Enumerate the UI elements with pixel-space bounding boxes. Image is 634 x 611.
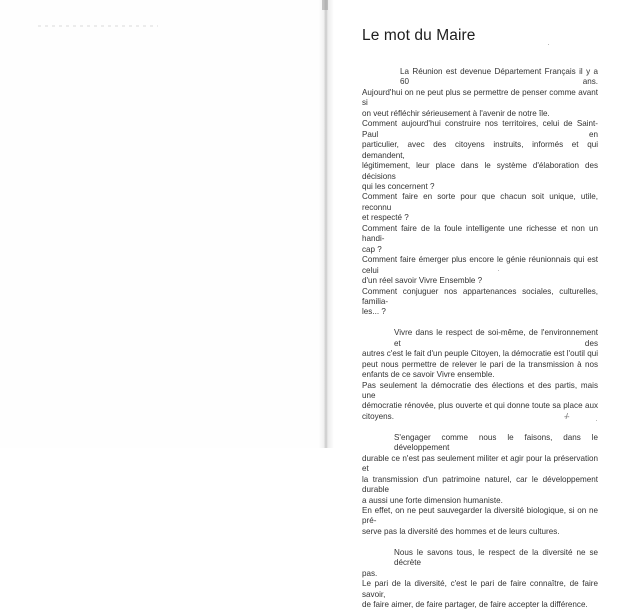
text-line: particulier, avec des citoyens instruits, informés et qui demandent, [362, 140, 598, 160]
text-line: Comment faire en sorte pour que chacun soit unique, utile, reconnu [362, 192, 598, 212]
spine-shadow [322, 0, 328, 10]
paragraph-3 [362, 433, 598, 538]
text-line: a aussi une forte dimension humaniste. [362, 495, 503, 505]
page-title: Le mot du Maire [362, 27, 476, 44]
article-body [362, 67, 598, 611]
text-line: les... ? [362, 307, 386, 317]
text-line: Comment faire émerger plus encore le génie réunionnais qui est celui [362, 255, 598, 275]
text-line: d'un réel savoir Vivre Ensemble ? [362, 276, 483, 286]
scan-speck [498, 270, 499, 271]
text-line: serve pas la diversité des hommes et de leurs cultures. [362, 526, 560, 536]
text-line: autres c'est le fait d'un peuple Citoyen, la démocratie est l'outil qui [362, 349, 598, 359]
text-line: citoyens. [362, 411, 394, 421]
paragraph-4 [362, 548, 598, 611]
text-line: et respecté ? [362, 213, 409, 223]
scan-speck [548, 44, 549, 45]
text-line: légitimement, leur place dans le système d'élaboration des décisions [362, 161, 598, 181]
paragraph-1 [362, 67, 598, 318]
text-line: Le pari de la diversité, c'est le pari de faire connaître, de faire savoir, [362, 579, 598, 599]
right-page [334, 0, 634, 610]
text-line: La Réunion est devenue Département Français il y a 60 ans. [400, 67, 598, 87]
text-line: la transmission d'un patrimoine naturel, car le développement durable [362, 474, 598, 495]
text-line: on veut réfléchir sérieusement à l'avenir de notre île. [362, 108, 550, 118]
text-line: En effet, on ne peut sauvegarder la diversité biologique, si on ne pré- [362, 506, 598, 526]
show-through-text [38, 25, 158, 27]
text-line: qui les concernent ? [362, 181, 435, 191]
left-page [0, 0, 326, 448]
text-line: Aujourd'hui on ne peut plus se permettre de penser comme avant si [362, 87, 598, 108]
text-line: Comment conjuguer nos appartenances sociales, culturelles, familia- [362, 286, 598, 306]
book-spine [318, 0, 334, 448]
text-line: Comment aujourd'hui construire nos territoires, celui de Saint-Paul en [362, 119, 598, 139]
page-number-mark: -/- [564, 412, 569, 421]
text-line: démocratie rénovée, plus ouverte et qui donne toute sa place aux [362, 401, 598, 411]
text-line: pas. [362, 568, 378, 578]
text-line: durable ce n'est pas seulement militer et agir pour la préservation et [362, 453, 598, 474]
text-line: Comment faire de la foule intelligente une richesse et non un handi- [362, 223, 598, 244]
text-line: Vivre dans le respect de soi-même, de l'environnement et des [394, 328, 598, 348]
text-line: S'engager comme nous le faisons, dans le développement [394, 432, 598, 453]
text-line: cap ? [362, 244, 382, 254]
text-line: enfants de ce savoir Vivre ensemble. [362, 370, 495, 380]
text-line: peut nous permettre de relever le pari de la transmission à nos [362, 359, 598, 369]
text-line: Pas seulement la démocratie des élections et des partis, mais une [362, 380, 598, 401]
text-line: Nous le savons tous, le respect de la diversité ne se décrète [394, 547, 598, 568]
scan-speck [596, 420, 597, 421]
paragraph-2 [362, 328, 598, 422]
text-line: de faire aimer, de faire partager, de faire accepter la différence. [362, 600, 588, 610]
